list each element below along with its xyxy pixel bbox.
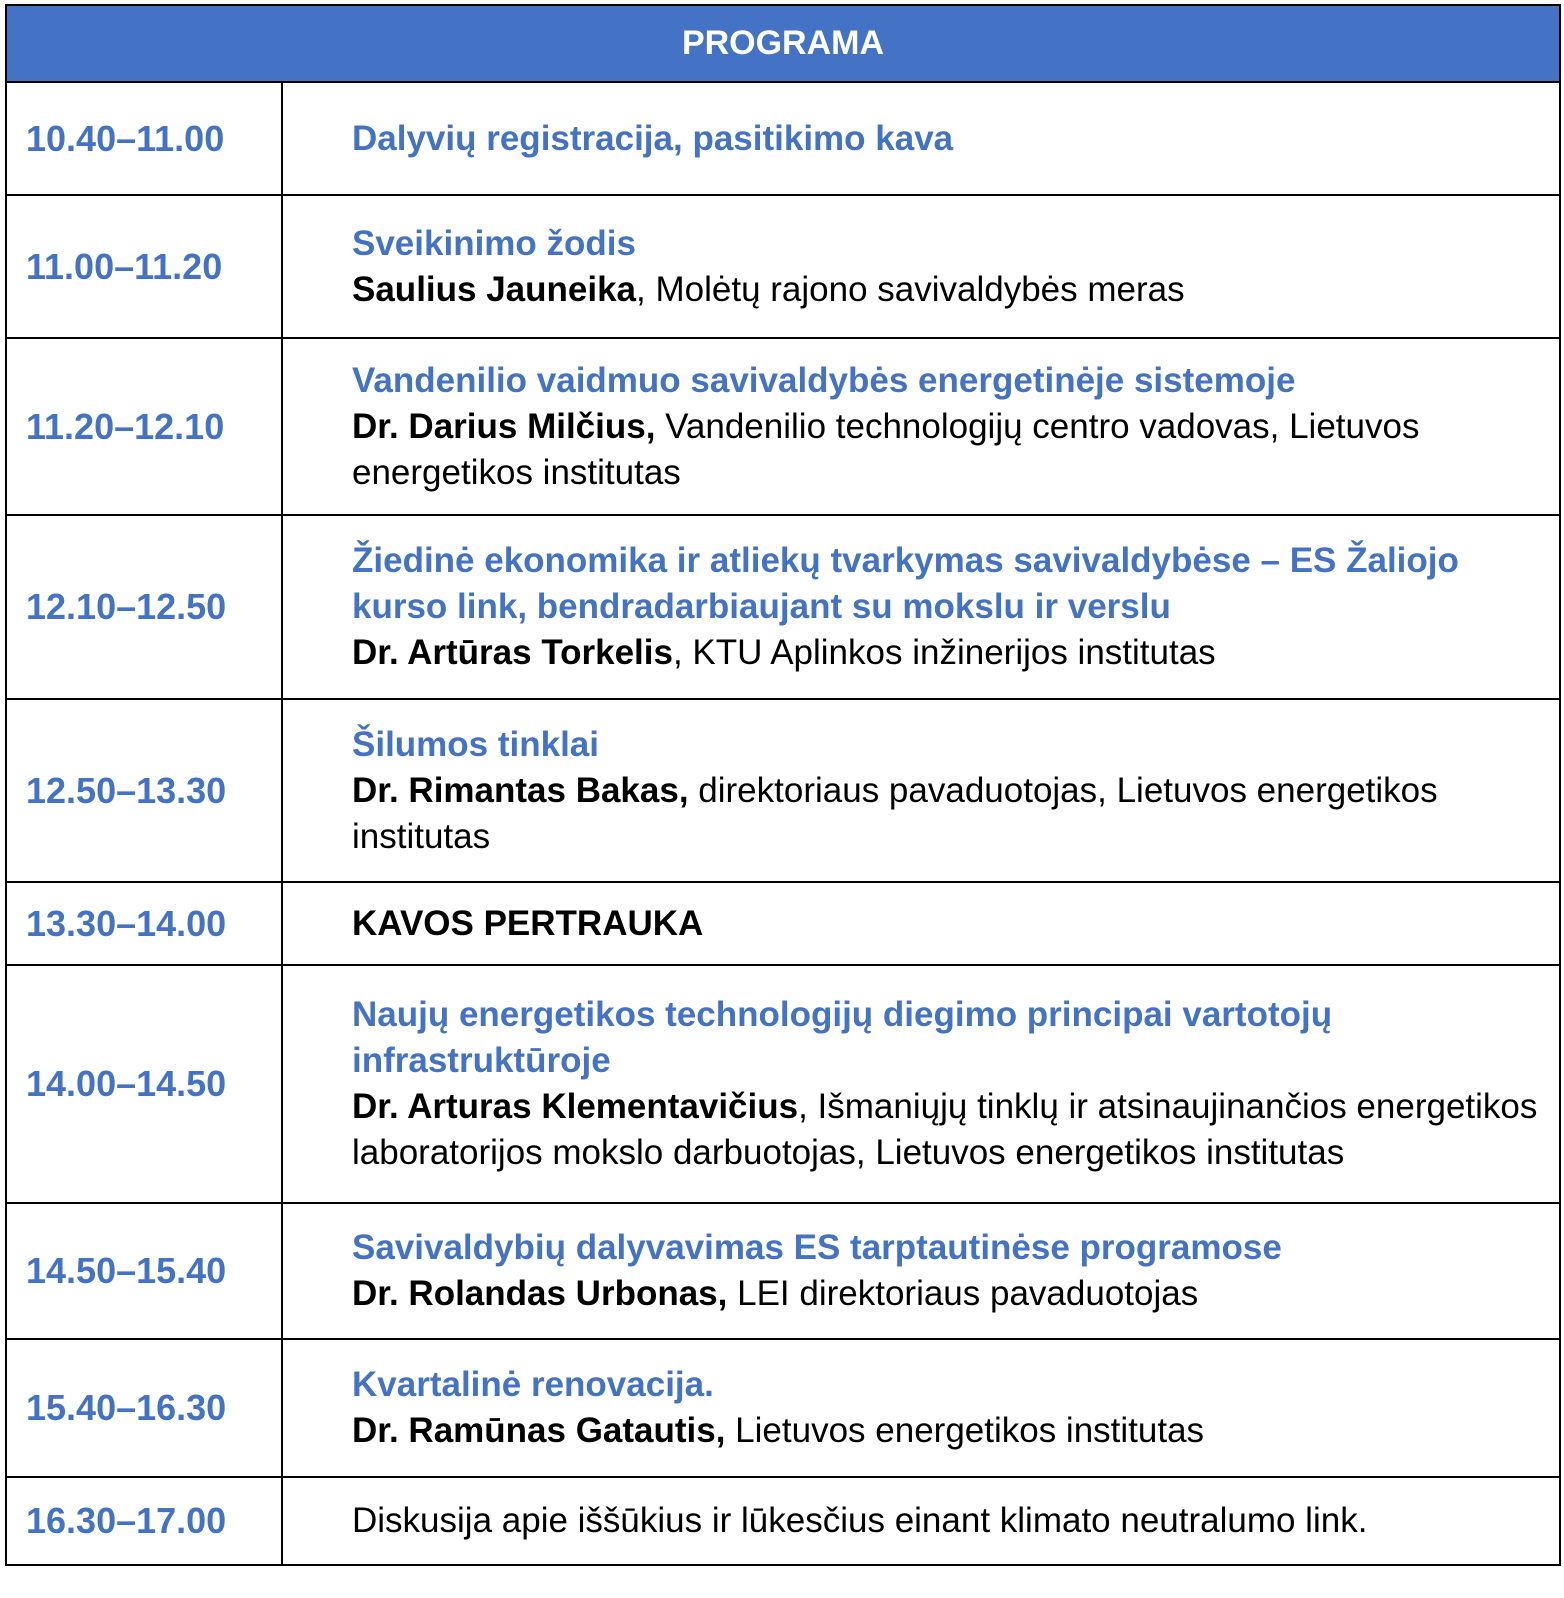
time-cell: 12.50–13.30 xyxy=(6,699,282,882)
time-cell: 12.10–12.50 xyxy=(6,515,282,699)
session-cell xyxy=(282,82,1560,195)
session-title: Vandenilio vaidmuo savivaldybės energetinėje sistemoje xyxy=(352,360,1296,400)
session-cell xyxy=(282,1339,1560,1477)
speaker-name: Dr. Artūras Torkelis xyxy=(352,633,673,672)
speaker-name: Dr. Rimantas Bakas, xyxy=(352,770,689,810)
speaker-affiliation: , Molėtų rajono savivaldybės meras xyxy=(636,269,1185,309)
speaker-affiliation: , KTU Aplinkos inžinerijos institutas xyxy=(672,633,1216,672)
session-cell xyxy=(282,882,1560,965)
session-text: Diskusija apie iššūkius ir lūkesčius einant klimato neutralumo link. xyxy=(352,1501,1368,1540)
program-table xyxy=(5,4,1561,1566)
session-title: Savivaldybių dalyvavimas ES tarptautinėse programose xyxy=(352,1228,1282,1267)
table-row xyxy=(6,515,1560,699)
session-title: Žiedinė ekonomika ir atliekų tvarkymas savivaldybėse – ES Žaliojo kurso link, bendradarbiaujant su mokslu ir verslu xyxy=(352,541,1459,626)
session-cell xyxy=(282,1477,1560,1565)
session-title: Naujų energetikos technologijų diegimo principai vartotojų infrastruktūroje xyxy=(352,995,1333,1080)
time-cell: 10.40–11.00 xyxy=(6,82,282,195)
session-title: Dalyvių registracija, pasitikimo kava xyxy=(352,118,954,158)
session-cell xyxy=(282,699,1560,882)
time-cell: 15.40–16.30 xyxy=(6,1339,282,1477)
time-cell: 11.20–12.10 xyxy=(6,338,282,515)
speaker-affiliation: LEI direktoriaus pavaduotojas xyxy=(727,1274,1199,1313)
speaker-name: Dr. Darius Milčius, xyxy=(352,406,656,446)
speaker-affiliation: direktoriaus pavaduotojas, Lietuvos energetikos institutas xyxy=(352,770,1438,856)
speaker-name: Saulius Jauneika xyxy=(352,269,637,309)
time-cell: 14.50–15.40 xyxy=(6,1203,282,1339)
session-cell xyxy=(282,1203,1560,1339)
table-row xyxy=(6,1477,1560,1565)
speaker-name: Dr. Rolandas Urbonas, xyxy=(352,1274,728,1313)
table-row xyxy=(6,338,1560,515)
speaker-affiliation: Lietuvos energetikos institutas xyxy=(725,1411,1205,1450)
break-label: KAVOS PERTRAUKA xyxy=(352,903,704,943)
session-cell xyxy=(282,965,1560,1203)
time-cell: 11.00–11.20 xyxy=(6,195,282,338)
program-title: PROGRAMA xyxy=(6,5,1560,82)
table-row xyxy=(6,699,1560,882)
session-title: Sveikinimo žodis xyxy=(352,223,636,263)
session-title: Kvartalinė renovacija. xyxy=(352,1365,714,1404)
speaker-name: Dr. Arturas Klementavičius xyxy=(352,1087,799,1126)
session-cell xyxy=(282,515,1560,699)
time-cell: 13.30–14.00 xyxy=(6,882,282,965)
speaker-name: Dr. Ramūnas Gatautis, xyxy=(352,1411,726,1450)
speaker-affiliation: , Išmaniųjų tinklų ir atsinaujinančios energetikos laboratorijos mokslo darbuotojas, Lietuvos energetikos institutas xyxy=(352,1087,1538,1172)
time-cell: 16.30–17.00 xyxy=(6,1477,282,1565)
table-row xyxy=(6,82,1560,195)
session-cell xyxy=(282,195,1560,338)
table-row xyxy=(6,1203,1560,1339)
table-row xyxy=(6,195,1560,338)
table-row xyxy=(6,1339,1560,1477)
time-cell: 14.00–14.50 xyxy=(6,965,282,1203)
table-row xyxy=(6,965,1560,1203)
header-row xyxy=(6,5,1560,82)
table-row xyxy=(6,882,1560,965)
session-cell xyxy=(282,338,1560,515)
session-title: Šilumos tinklai xyxy=(352,724,599,764)
speaker-affiliation: Vandenilio technologijų centro vadovas, Lietuvos energetikos institutas xyxy=(352,406,1420,492)
